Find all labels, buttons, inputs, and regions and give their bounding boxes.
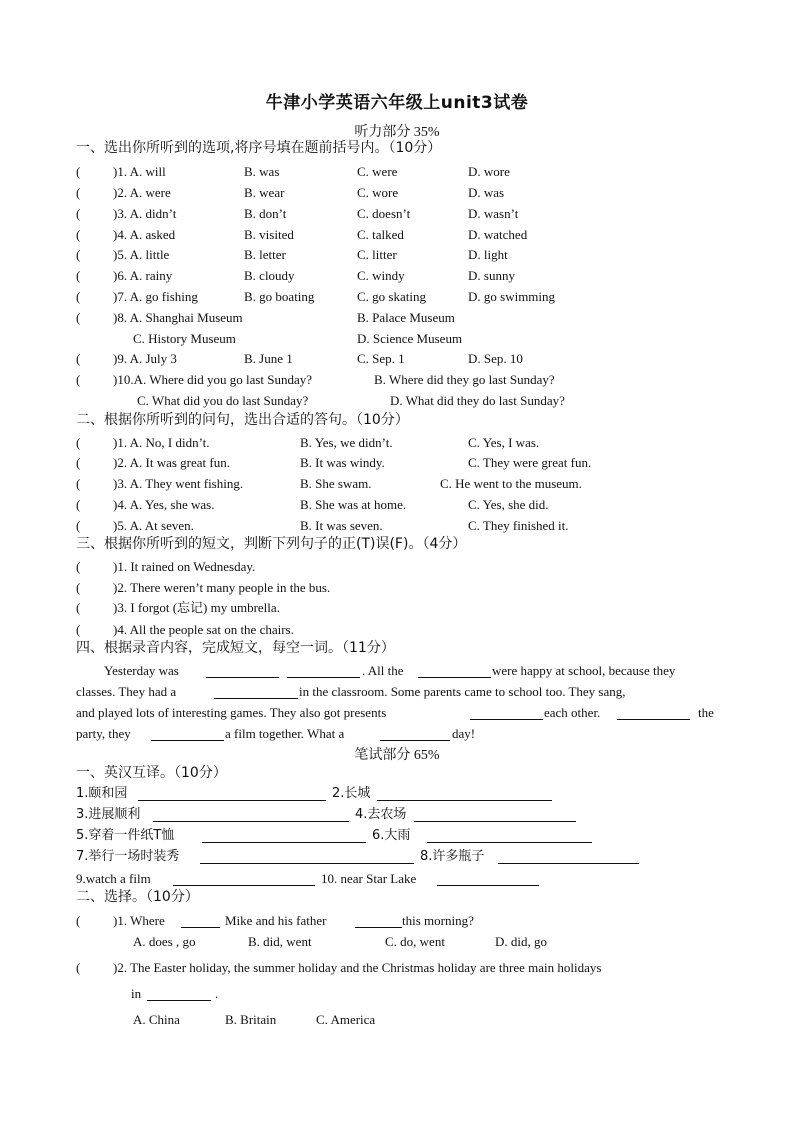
option-b: B. Where did they go last Sunday? [374,372,555,387]
option-b: B. It was seven. [300,518,383,533]
option-b: B. cloudy [244,268,295,283]
option-b: B. Britain [225,1012,277,1027]
option-b: B. June 1 [244,351,293,366]
translation-item: 2.长城 [332,786,371,801]
option-a: )4. A. asked [113,227,176,242]
answer-blank[interactable] [138,800,326,801]
answer-blank[interactable] [470,719,543,720]
written-section-2-heading: 二、选择。（10分） [76,889,199,905]
answer-paren: ( [76,497,81,512]
answer-blank[interactable] [200,863,414,864]
exam-title: 牛津小学英语六年级上unit3试卷 [265,93,529,113]
answer-paren: ( [76,600,81,615]
option-d: D. Science Museum [357,331,463,346]
option-a: )5. A. At seven. [113,518,194,533]
answer-blank[interactable] [380,740,450,741]
answer-blank[interactable] [418,677,491,678]
translation-item: 6.大雨 [372,828,411,843]
question-text: Mike and his father [225,913,327,928]
option-c: C. They finished it. [468,518,569,533]
question-text: in [131,986,142,1001]
translation-item: 4.去农场 [355,807,407,822]
answer-blank[interactable] [437,885,539,886]
option-b: B. Palace Museum [357,310,455,325]
translation-item: 1.颐和园 [76,786,128,801]
option-a: )3. A. They went fishing. [113,476,244,491]
answer-paren: ( [76,185,81,200]
answer-paren: ( [76,372,81,387]
answer-paren: ( [76,476,81,491]
option-c: C. History Museum [133,331,236,346]
translation-item: 9.watch a film [76,871,151,886]
translation-item: 3.进展顺利 [76,807,141,822]
answer-blank[interactable] [153,821,349,822]
option-d: D. did, go [495,934,547,949]
cloze-text: a film together. What a [225,726,345,741]
option-a: )2. A. It was great fun. [113,455,230,470]
answer-blank[interactable] [377,800,552,801]
option-c: C. Sep. 1 [357,351,405,366]
answer-paren: ( [76,289,81,304]
cloze-text: . All the [362,663,404,678]
answer-paren: ( [76,206,81,221]
cloze-text: classes. They had a [76,684,177,699]
option-a: )4. A. Yes, she was. [113,497,215,512]
option-a: )1. A. will [113,164,166,179]
option-a: A. China [133,1012,180,1027]
answer-blank[interactable] [181,927,220,928]
answer-paren: ( [76,351,81,366]
option-d: D. was [468,185,505,200]
answer-paren: ( [76,310,81,325]
answer-blank[interactable] [355,927,402,928]
option-d: D. wasn’t [468,206,519,221]
statement: )4. All the people sat on the chairs. [113,622,294,637]
statement: )1. It rained on Wednesday. [113,559,256,574]
answer-blank[interactable] [214,698,298,699]
option-b: B. go boating [244,289,315,304]
option-d: D. sunny [468,268,515,283]
answer-blank[interactable] [147,1000,211,1001]
cloze-text: day! [452,726,476,741]
option-b: B. wear [244,185,285,200]
answer-blank[interactable] [617,719,690,720]
section-4-heading: 四、根据录音内容，完成短文，每空一词。（11分） [76,640,395,656]
answer-blank[interactable] [498,863,639,864]
question-text: )2. The Easter holiday, the summer holiday and the Christmas holiday are three main holidays [113,960,602,975]
option-c: C. He went to the museum. [440,476,582,491]
question-text: this morning? [402,913,474,928]
option-a: )9. A. July 3 [113,351,177,366]
answer-blank[interactable] [414,821,576,822]
cloze-text: Yesterday was [104,663,179,678]
answer-paren: ( [76,580,81,595]
cloze-text: party, they [76,726,131,741]
answer-paren: ( [76,622,81,637]
option-a: )6. A. rainy [113,268,173,283]
option-a: )10.A. Where did you go last Sunday? [113,372,313,387]
writing-header: 笔试部分 65% [354,748,440,763]
option-c: C. America [316,1012,376,1027]
answer-paren: ( [76,435,81,450]
option-c: C. do, went [385,934,445,949]
section-3-heading: 三、根据你所听到的短文，判断下列句子的正(T)误(F)。（4分） [76,536,467,552]
option-b: B. She was at home. [300,497,407,512]
option-c: C. What did you do last Sunday? [137,393,309,408]
option-c: C. go skating [357,289,426,304]
option-c: C. talked [357,227,404,242]
listening-header: 听力部分 35% [354,125,440,140]
option-a: )1. A. No, I didn’t. [113,435,210,450]
option-d: D. What did they do last Sunday? [390,393,565,408]
answer-paren: ( [76,960,81,975]
answer-paren: ( [76,164,81,179]
statement: )2. There weren’t many people in the bus. [113,580,331,595]
answer-blank[interactable] [151,740,224,741]
translation-item: 10. near Star Lake [321,871,417,886]
option-c: C. Yes, she did. [468,497,549,512]
answer-blank[interactable] [202,842,366,843]
option-c: C. were [357,164,398,179]
written-section-1-heading: 一、英汉互译。（10分） [76,765,227,781]
question-text: )1. Where [113,913,165,928]
option-c: C. doesn’t [357,206,411,221]
option-d: D. light [468,247,508,262]
option-a: )7. A. go fishing [113,289,198,304]
cloze-text: in the classroom. Some parents came to school too. They sang, [299,684,626,699]
option-b: B. visited [244,227,294,242]
translation-item: 7.举行一场时装秀 [76,849,180,864]
answer-blank[interactable] [427,842,592,843]
option-b: B. was [244,164,280,179]
option-b: B. It was windy. [300,455,385,470]
option-a: A. does , go [133,934,196,949]
option-c: C. Yes, I was. [468,435,540,450]
answer-paren: ( [76,268,81,283]
cloze-text: and played lots of interesting games. They also got presents [76,705,387,720]
answer-paren: ( [76,518,81,533]
answer-blank[interactable] [287,677,360,678]
translation-item: 8.许多瓶子 [420,849,485,864]
answer-paren: ( [76,247,81,262]
cloze-text: each other. [544,705,601,720]
option-b: B. Yes, we didn’t. [300,435,393,450]
option-a: )3. A. didn’t [113,206,177,221]
answer-blank[interactable] [206,677,279,678]
option-b: B. don’t [244,206,287,221]
option-d: D. Sep. 10 [468,351,523,366]
translation-item: 5.穿着一件纸T恤 [76,828,175,843]
answer-paren: ( [76,559,81,574]
statement: )3. I forgot (忘记) my umbrella. [113,600,280,615]
option-c: C. litter [357,247,397,262]
option-d: D. watched [468,227,528,242]
cloze-text: the [698,705,714,720]
option-c: C. They were great fun. [468,455,592,470]
option-a: )5. A. little [113,247,170,262]
option-c: C. wore [357,185,399,200]
section-2-heading: 二、根据你所听到的问句，选出合适的答句。（10分） [76,412,409,428]
section-1-heading: 一、选出你所听到的选项,将序号填在题前括号内。（10分） [76,140,442,156]
answer-blank[interactable] [173,885,315,886]
option-b: B. letter [244,247,286,262]
option-c: C. windy [357,268,405,283]
question-text: . [215,986,219,1001]
option-d: D. go swimming [468,289,556,304]
option-b: B. She swam. [300,476,372,491]
option-a: )8. A. Shanghai Museum [113,310,243,325]
cloze-text: were happy at school, because they [492,663,676,678]
option-d: D. wore [468,164,510,179]
option-a: )2. A. were [113,185,171,200]
answer-paren: ( [76,913,81,928]
answer-paren: ( [76,455,81,470]
option-b: B. did, went [248,934,312,949]
answer-paren: ( [76,227,81,242]
